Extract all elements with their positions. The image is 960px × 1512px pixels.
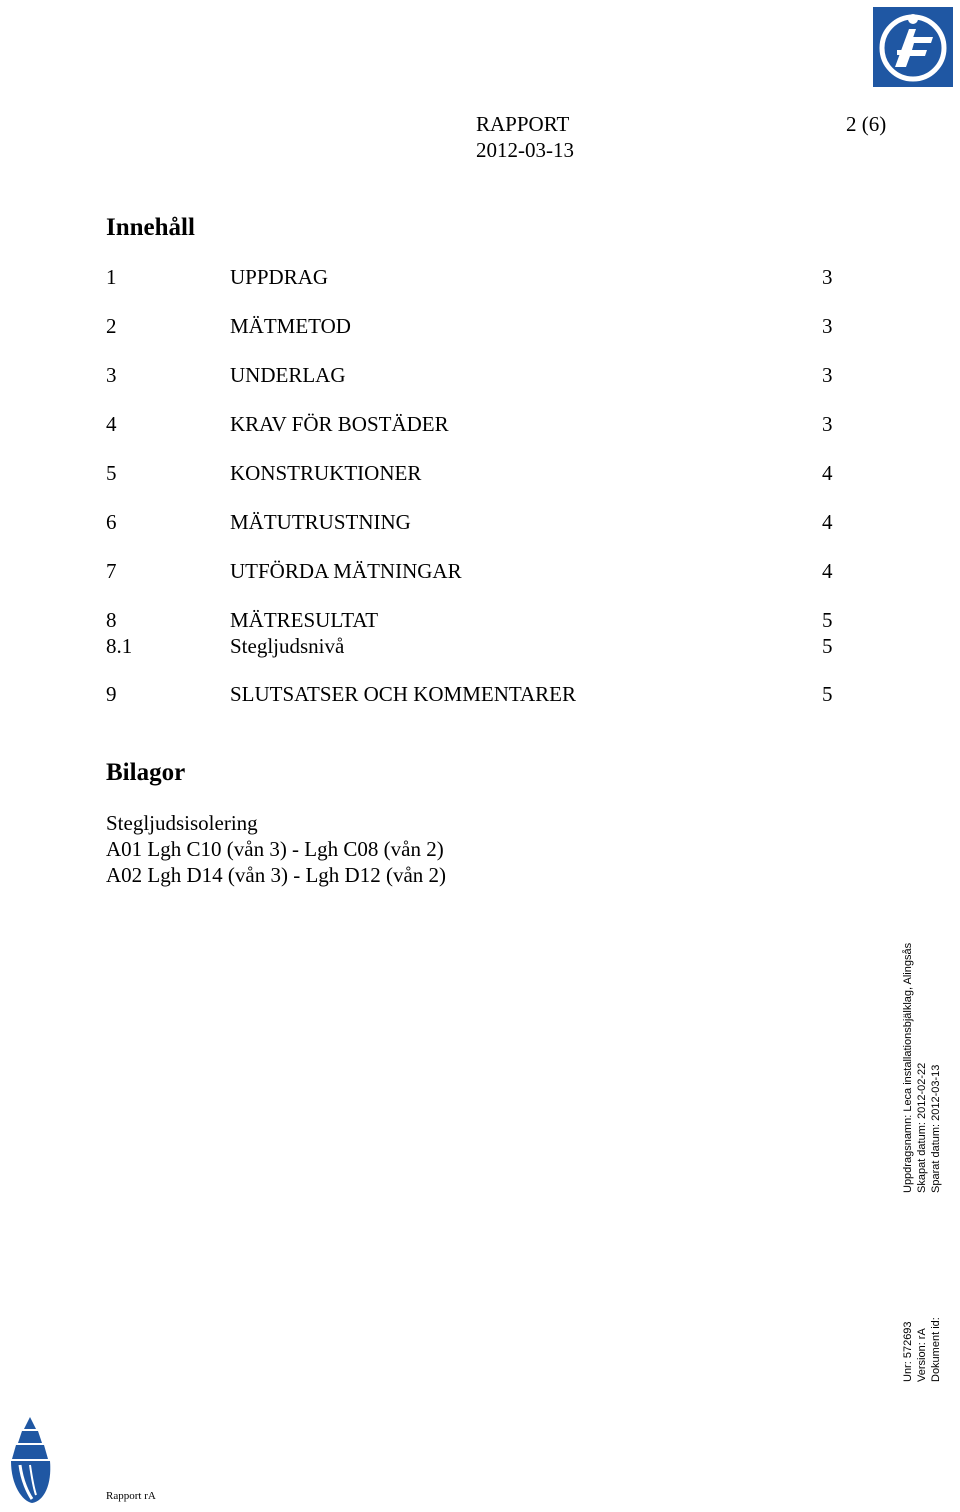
project-name: Uppdragsnamn: Leca installationsbjälklag, Alingsås <box>902 942 914 1193</box>
toc-item-page: 4 <box>822 559 833 583</box>
toc-item-page: 3 <box>822 314 833 338</box>
toc-item[interactable] <box>106 634 846 660</box>
toc-item-page: 5 <box>822 634 833 658</box>
page-number: 2 (6) <box>846 112 887 136</box>
toc-item-title: KRAV FÖR BOSTÄDER <box>230 412 449 436</box>
toc-item-number: 1 <box>106 265 117 289</box>
toc-item-number: 6 <box>106 510 117 534</box>
unr: Unr: 572693 <box>902 1321 914 1382</box>
toc-item-number: 8 <box>106 608 117 632</box>
toc-item-page: 4 <box>822 461 833 485</box>
toc-item-title: KONSTRUKTIONER <box>230 461 422 485</box>
document-id: Dokument id: <box>930 1317 942 1382</box>
toc-item-page: 5 <box>822 608 833 632</box>
version: Version: rA <box>916 1328 928 1382</box>
toc-item-title: UNDERLAG <box>230 363 346 387</box>
toc-item-number: 3 <box>106 363 117 387</box>
toc-item[interactable] <box>106 461 846 487</box>
toc-item-title: Stegljudsnivå <box>230 634 345 658</box>
toc-item-title: MÄTMETOD <box>230 314 351 338</box>
side-metadata-project <box>901 943 943 1193</box>
toc-item[interactable] <box>106 265 846 291</box>
toc-item[interactable] <box>106 510 846 536</box>
toc-item[interactable] <box>106 363 846 389</box>
toc-item-number: 4 <box>106 412 117 436</box>
toc-item[interactable] <box>106 608 846 634</box>
toc-item-title: MÄTUTRUSTNING <box>230 510 411 534</box>
toc-item-number: 2 <box>106 314 117 338</box>
toc-item-page: 3 <box>822 363 833 387</box>
toc-item-page: 3 <box>822 265 833 289</box>
footer-report-version: Rapport rA <box>106 1490 156 1502</box>
report-date: 2012-03-13 <box>476 138 574 162</box>
created-date: Skapat datum: 2012-02-22 <box>916 1062 928 1193</box>
shell-logo-icon <box>6 1415 54 1505</box>
toc-item-title: UPPDRAG <box>230 265 329 289</box>
toc-item-number: 9 <box>106 682 117 706</box>
toc-item-page: 5 <box>822 682 833 706</box>
toc-item[interactable] <box>106 682 846 708</box>
toc-item-title: MÄTRESULTAT <box>230 608 379 632</box>
toc-heading: Innehåll <box>106 214 195 241</box>
toc-item[interactable] <box>106 412 846 438</box>
toc-item-number: 8.1 <box>106 634 133 658</box>
toc-item[interactable] <box>106 314 846 340</box>
toc-item-title: UTFÖRDA MÄTNINGAR <box>230 559 462 583</box>
appendix-item: A02 Lgh D14 (vån 3) - Lgh D12 (vån 2) <box>106 863 447 887</box>
toc-item-page: 3 <box>822 412 833 436</box>
toc-item-page: 4 <box>822 510 833 534</box>
appendix-item: A01 Lgh C10 (vån 3) - Lgh C08 (vån 2) <box>106 837 444 861</box>
af-logo-icon <box>873 7 953 87</box>
appendix-category: Stegljudsisolering <box>106 811 258 835</box>
report-type: RAPPORT <box>476 112 570 136</box>
toc-item-title: SLUTSATSER OCH KOMMENTARER <box>230 682 577 706</box>
toc-item[interactable] <box>106 559 846 585</box>
appendix-heading: Bilagor <box>106 759 186 786</box>
toc-item-number: 5 <box>106 461 117 485</box>
toc-item-number: 7 <box>106 559 117 583</box>
saved-date: Sparat datum: 2012-03-13 <box>930 1064 942 1193</box>
side-metadata-document <box>901 1317 943 1382</box>
appendix-list <box>106 811 446 889</box>
